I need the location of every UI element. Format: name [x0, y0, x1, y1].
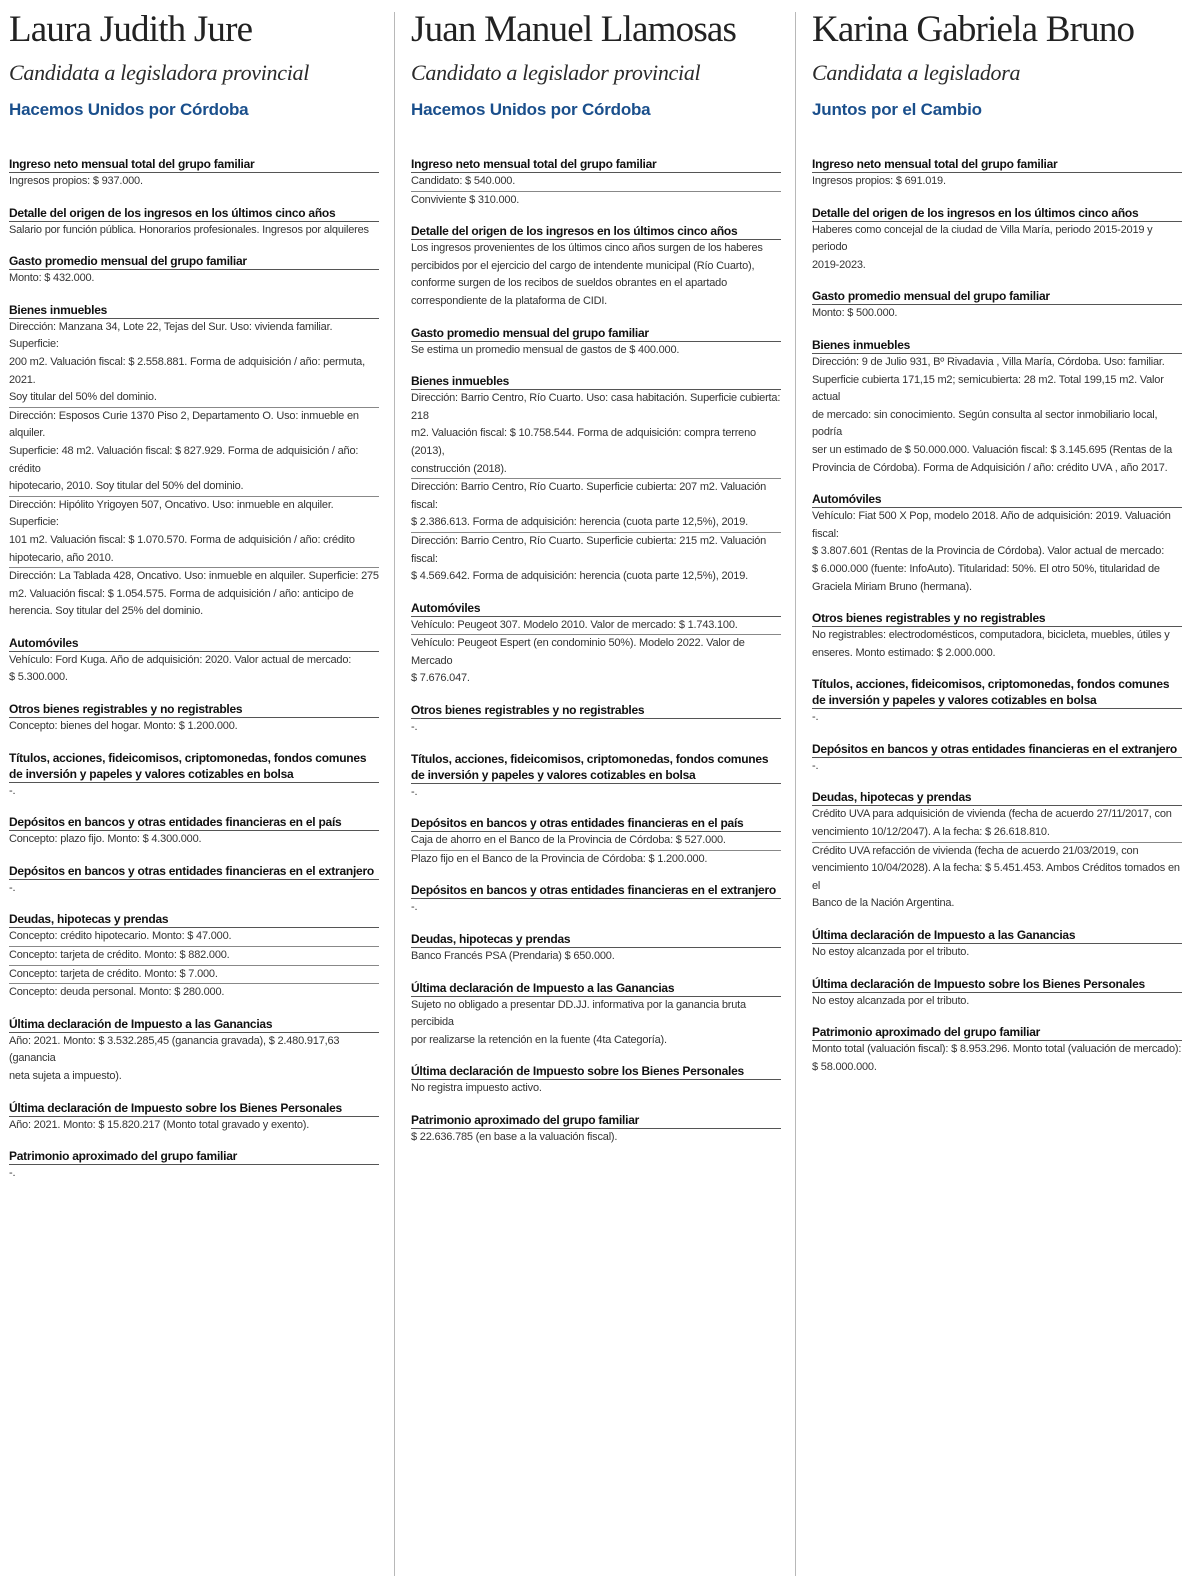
- section-text-line: por realizarse la retención en la fuente (4ta Categoría).: [411, 1033, 667, 1046]
- section-heading: Deudas, hipotecas y prendas: [9, 911, 379, 928]
- section-text-line: m2. Valuación fiscal: $ 10.758.544. Forma de adquisición: compra terreno (2013),: [411, 427, 756, 457]
- declaration-section: [411, 223, 781, 310]
- section-text-line: vencimiento 10/12/2047). A la fecha: $ 26.618.810.: [812, 824, 1182, 843]
- section-text-line: Dirección: Manzana 34, Lote 22, Tejas del Sur. Uso: vivienda familiar. Superficie:: [9, 320, 333, 351]
- section-text-line: Superficie cubierta 171,15 m2; semicubierta: 28 m2. Total 199,15 m2. Valor actual: [812, 373, 1164, 404]
- section-text-line: $ 6.000.000 (fuente: InfoAuto). Titularidad: 50%. El otro 50%, titularidad de: [812, 562, 1160, 575]
- section-text-line: Concepto: deuda personal. Monto: $ 280.000.: [9, 986, 225, 999]
- section-text-line: $ 5.300.000.: [9, 671, 68, 684]
- section-text-line: Dirección: 9 de Julio 931, Bº Rivadavia , Villa María, Córdoba. Uso: familiar.: [812, 355, 1165, 368]
- section-text-line: $ 2.386.613. Forma de adquisición: herencia (cuota parte 12,5%), 2019.: [411, 514, 781, 533]
- section-text-line: Los ingresos provenientes de los últimos cinco años surgen de los haberes: [411, 242, 763, 255]
- section-text-line: Graciela Miriam Bruno (hermana).: [812, 580, 972, 593]
- section-text-line: -.: [9, 881, 16, 894]
- section-text-line: -.: [411, 785, 418, 798]
- candidate-role: Candidata a legisladora provincial: [9, 60, 310, 85]
- declaration-section: [411, 1063, 781, 1098]
- section-text-line: Dirección: Esposos Curie 1370 Piso 2, Departamento O. Uso: inmueble en alquiler.: [9, 409, 359, 440]
- declaration-section: [411, 931, 781, 966]
- section-text-line: Dirección: La Tablada 428, Oncativo. Uso: inmueble en alquiler. Superficie: 275: [9, 570, 379, 583]
- section-text-line: correspondiente de la plataforma de CIDI.: [411, 294, 608, 307]
- section-heading: Títulos, acciones, fideicomisos, criptomonedas, fondos comunes de inversión y papeles y valores cotizables en bolsa: [9, 750, 379, 783]
- declaration-section: [812, 976, 1182, 1011]
- declaration-section: [9, 302, 379, 621]
- declaration-section: [9, 253, 379, 288]
- section-text-line: Monto total (valuación fiscal): $ 8.953.296. Monto total (valuación de mercado):: [812, 1043, 1182, 1056]
- section-text-line: -.: [812, 711, 819, 724]
- section-text-line: -.: [411, 901, 418, 914]
- declaration-section: [812, 288, 1182, 323]
- section-heading: Títulos, acciones, fideicomisos, criptomonedas, fondos comunes de inversión y papeles y valores cotizables en bolsa: [812, 676, 1182, 709]
- section-text-line: Vehículo: Peugeot Espert (en condominio 50%). Modelo 2022. Valor de Mercado: [411, 637, 745, 667]
- declaration-section: [9, 750, 379, 801]
- declaration-section: [9, 1016, 379, 1086]
- section-text-line: $ 3.807.601 (Rentas de la Provincia de Córdoba). Valor actual de mercado:: [812, 545, 1165, 558]
- section-text-line: Crédito UVA refacción de vivienda (fecha de acuerdo 21/03/2019, con: [812, 844, 1139, 857]
- section-text-line: Se estima un promedio mensual de gastos de $ 400.000.: [411, 343, 680, 356]
- section-text-line: hipotecario, 2010. Soy titular del 50% del dominio.: [9, 478, 379, 497]
- declaration-section: [812, 337, 1182, 477]
- candidate-party: Hacemos Unidos por Córdoba: [411, 100, 651, 119]
- section-text-line: 2019-2023.: [812, 258, 866, 271]
- section-text-line: $ 22.636.785 (en base a la valuación fiscal).: [411, 1131, 618, 1143]
- declaration-section: [411, 373, 781, 586]
- section-heading: Depósitos en bancos y otras entidades financieras en el extranjero: [411, 882, 781, 899]
- section-heading: Automóviles: [812, 491, 1182, 508]
- section-text-line: hipotecario, año 2010.: [9, 550, 379, 569]
- section-heading: Ingreso neto mensual total del grupo familiar: [812, 156, 1182, 173]
- declaration-section: [812, 156, 1182, 191]
- section-heading: Última declaración de Impuesto a las Ganancias: [411, 980, 781, 997]
- declaration-section: [812, 741, 1182, 776]
- candidate-column-3: [812, 0, 1182, 1090]
- declaration-section: [9, 635, 379, 687]
- section-text-line: Ingresos propios: $ 691.019.: [812, 175, 946, 187]
- section-text-line: Año: 2021. Monto: $ 15.820.217 (Monto total gravado y exento).: [9, 1118, 310, 1131]
- declaration-section: [411, 325, 781, 360]
- section-text-line: construcción (2018).: [411, 461, 781, 480]
- section-text-line: Monto: $ 500.000.: [812, 307, 898, 320]
- declaration-section: [411, 980, 781, 1050]
- section-text-line: Concepto: tarjeta de crédito. Monto: $ 7.000.: [9, 966, 379, 985]
- section-text-line: Banco Francés PSA (Prendaria) $ 650.000.: [411, 950, 615, 963]
- section-heading: Última declaración de Impuesto a las Ganancias: [9, 1016, 379, 1033]
- declaration-section: [9, 863, 379, 898]
- section-text-line: Vehículo: Fiat 500 X Pop, modelo 2018. Año de adquisición: 2019. Valuación fiscal:: [812, 510, 1171, 540]
- declaration-section: [9, 1148, 379, 1183]
- section-text-line: 200 m2. Valuación fiscal: $ 2.558.881. Forma de adquisición / año: permuta, 2021.: [9, 355, 365, 386]
- section-heading: Última declaración de Impuesto a las Ganancias: [812, 927, 1182, 944]
- declaration-section: [9, 701, 379, 736]
- section-text-line: Ingresos propios: $ 937.000.: [9, 175, 143, 187]
- section-text-line: -.: [9, 1167, 16, 1180]
- section-text-line: Banco de la Nación Argentina.: [812, 897, 955, 910]
- section-text-line: ser un estimado de $ 50.000.000. Valuación fiscal: $ 3.145.695 (Rentas de la: [812, 443, 1173, 456]
- declaration-section: [411, 156, 781, 209]
- declaration-section: [9, 205, 379, 240]
- section-text-line: Candidato: $ 540.000.: [411, 173, 781, 192]
- section-text-line: vencimiento 10/04/2028). A la fecha: $ 5.451.453. Ambos Créditos tomados en el: [812, 862, 1180, 892]
- section-text-line: No estoy alcanzada por el tributo.: [812, 994, 970, 1007]
- section-heading: Detalle del origen de los ingresos en los últimos cinco años: [812, 205, 1182, 222]
- section-text-line: de mercado: sin conocimiento. Según consulta al sector inmobiliario local, podría: [812, 408, 1158, 439]
- section-text-line: Sujeto no obligado a presentar DD.JJ. informativa por la ganancia bruta percibida: [411, 998, 746, 1029]
- section-text-line: $ 58.000.000.: [812, 1060, 877, 1073]
- section-text-line: percibidos por el ejercicio del cargo de intendente municipal (Río Cuarto),: [411, 259, 755, 272]
- column-divider: [394, 12, 395, 1576]
- candidate-role: Candidata a legisladora: [812, 60, 1021, 85]
- section-text-line: Dirección: Barrio Centro, Río Cuarto. Superficie cubierta: 207 m2. Valuación fiscal:: [411, 481, 767, 511]
- candidate-name: Karina Gabriela Bruno: [812, 9, 1135, 50]
- section-heading: Última declaración de Impuesto sobre los Bienes Personales: [411, 1063, 781, 1080]
- section-heading: Depósitos en bancos y otras entidades financieras en el extranjero: [9, 863, 379, 880]
- section-text-line: Concepto: crédito hipotecario. Monto: $ 47.000.: [9, 928, 379, 947]
- candidate-name: Juan Manuel Llamosas: [411, 9, 737, 50]
- section-heading: Patrimonio aproximado del grupo familiar: [411, 1112, 781, 1129]
- column-divider: [795, 12, 796, 1576]
- declaration-section: [411, 600, 781, 688]
- section-text-line: -.: [411, 721, 418, 734]
- declaration-sections: [812, 156, 1182, 1076]
- section-text-line: Superficie: 48 m2. Valuación fiscal: $ 827.929. Forma de adquisición / año: crédito: [9, 444, 359, 475]
- section-heading: Otros bienes registrables y no registrables: [812, 610, 1182, 627]
- declaration-sections: [9, 156, 379, 1183]
- section-text-line: No registra impuesto activo.: [411, 1082, 542, 1095]
- declaration-sections: [411, 156, 781, 1147]
- section-heading: Deudas, hipotecas y prendas: [411, 931, 781, 948]
- section-text-line: Año: 2021. Monto: $ 3.532.285,45 (ganancia gravada), $ 2.480.917,63 (ganancia: [9, 1034, 340, 1065]
- section-text-line: -.: [9, 784, 16, 797]
- declaration-section: [9, 814, 379, 849]
- section-heading: Otros bienes registrables y no registrables: [411, 702, 781, 719]
- declaration-section: [9, 156, 379, 191]
- section-text-line: Concepto: bienes del hogar. Monto: $ 1.200.000.: [9, 720, 238, 733]
- declaration-section: [9, 1100, 379, 1135]
- section-heading: Bienes inmuebles: [411, 373, 781, 390]
- section-heading: Depósitos en bancos y otras entidades financieras en el extranjero: [812, 741, 1182, 758]
- section-text-line: No estoy alcanzada por el tributo.: [812, 946, 970, 959]
- section-heading: Ingreso neto mensual total del grupo familiar: [9, 156, 379, 173]
- candidate-name: Laura Judith Jure: [9, 9, 253, 50]
- section-text-line: Caja de ahorro en el Banco de la Provincia de Córdoba: $ 527.000.: [411, 832, 781, 851]
- section-text-line: No registrables: electrodomésticos, computadora, bicicleta, muebles, útiles y: [812, 629, 1170, 642]
- section-heading: Última declaración de Impuesto sobre los Bienes Personales: [812, 976, 1182, 993]
- section-text-line: 101 m2. Valuación fiscal: $ 1.070.570. Forma de adquisición / año: crédito: [9, 533, 355, 546]
- section-text-line: m2. Valuación fiscal: $ 1.054.575. Forma de adquisición / año: anticipo de: [9, 587, 354, 600]
- section-text-line: Concepto: plazo fijo. Monto: $ 4.300.000.: [9, 833, 202, 846]
- section-heading: Patrimonio aproximado del grupo familiar: [812, 1024, 1182, 1041]
- section-text-line: $ 7.676.047.: [411, 672, 470, 685]
- section-heading: Patrimonio aproximado del grupo familiar: [9, 1148, 379, 1165]
- section-text-line: Haberes como concejal de la ciudad de Villa María, periodo 2015-2019 y periodo: [812, 223, 1153, 254]
- section-text-line: enseres. Monto estimado: $ 2.000.000.: [812, 646, 996, 659]
- declaration-section: [812, 205, 1182, 275]
- section-heading: Detalle del origen de los ingresos en los últimos cinco años: [9, 205, 379, 222]
- section-heading: Automóviles: [411, 600, 781, 617]
- section-text-line: $ 4.569.642. Forma de adquisición: herencia (cuota parte 12,5%), 2019.: [411, 570, 749, 583]
- declaration-section: [812, 676, 1182, 727]
- section-text-line: -.: [812, 759, 819, 772]
- section-text-line: Monto: $ 432.000.: [9, 272, 95, 285]
- section-text-line: Dirección: Barrio Centro, Río Cuarto. Superficie cubierta: 215 m2. Valuación fiscal:: [411, 534, 767, 565]
- section-text-line: Dirección: Barrio Centro, Río Cuarto. Uso: casa habitación. Superficie cubierta: 218: [411, 392, 781, 422]
- section-heading: Títulos, acciones, fideicomisos, criptomonedas, fondos comunes de inversión y papeles y valores cotizables en bolsa: [411, 751, 781, 784]
- section-heading: Bienes inmuebles: [812, 337, 1182, 354]
- section-text-line: Vehículo: Ford Kuga. Año de adquisición: 2020. Valor actual de mercado:: [9, 653, 352, 666]
- declaration-section: [411, 702, 781, 737]
- section-heading: Última declaración de Impuesto sobre los Bienes Personales: [9, 1100, 379, 1117]
- declaration-section: [411, 882, 781, 917]
- section-heading: Automóviles: [9, 635, 379, 652]
- section-heading: Detalle del origen de los ingresos en los últimos cinco años: [411, 223, 781, 240]
- candidate-party: Juntos por el Cambio: [812, 100, 982, 119]
- candidate-party: Hacemos Unidos por Córdoba: [9, 100, 249, 119]
- section-text-line: herencia. Soy titular del 25% del dominio.: [9, 605, 203, 618]
- section-heading: Depósitos en bancos y otras entidades financieras en el país: [9, 814, 379, 831]
- declaration-section: [411, 815, 781, 868]
- section-heading: Ingreso neto mensual total del grupo familiar: [411, 156, 781, 173]
- section-text-line: Salario por función pública. Honorarios profesionales. Ingresos por alquileres: [9, 223, 369, 236]
- section-text-line: Concepto: tarjeta de crédito. Monto: $ 882.000.: [9, 947, 379, 966]
- section-heading: Gasto promedio mensual del grupo familiar: [812, 288, 1182, 305]
- section-text-line: Soy titular del 50% del dominio.: [9, 389, 379, 408]
- candidate-column-1: [9, 0, 379, 1197]
- section-heading: Depósitos en bancos y otras entidades financieras en el país: [411, 815, 781, 832]
- declaration-section: [812, 610, 1182, 662]
- section-text-line: Dirección: Hipólito Yrigoyen 507, Oncativo. Uso: inmueble en alquiler. Superficie:: [9, 498, 334, 529]
- section-text-line: Provincia de Córdoba). Forma de Adquisición / año: crédito UVA , año 2017.: [812, 461, 1168, 474]
- section-text-line: conforme surgen de los recibos de sueldos obrantes en el apartado: [411, 277, 727, 290]
- candidate-column-2: [411, 0, 781, 1161]
- section-text-line: Plazo fijo en el Banco de la Provincia de Córdoba: $ 1.200.000.: [411, 852, 708, 865]
- section-text-line: Vehículo: Peugeot 307. Modelo 2010. Valor de mercado: $ 1.743.100.: [411, 617, 781, 636]
- section-heading: Otros bienes registrables y no registrables: [9, 701, 379, 718]
- section-text-line: Conviviente $ 310.000.: [411, 193, 520, 206]
- declaration-section: [812, 927, 1182, 962]
- declaration-section: [812, 1024, 1182, 1076]
- declaration-section: [9, 911, 379, 1001]
- section-text-line: neta sujeta a impuesto).: [9, 1070, 122, 1082]
- declaration-section: [812, 789, 1182, 913]
- section-heading: Deudas, hipotecas y prendas: [812, 789, 1182, 806]
- section-heading: Bienes inmuebles: [9, 302, 379, 319]
- declaration-section: [812, 491, 1182, 596]
- section-text-line: Crédito UVA para adquisición de vivienda (fecha de acuerdo 27/11/2017, con: [812, 808, 1172, 821]
- section-heading: Gasto promedio mensual del grupo familiar: [411, 325, 781, 342]
- section-heading: Gasto promedio mensual del grupo familiar: [9, 253, 379, 270]
- declaration-section: [411, 1112, 781, 1147]
- candidate-role: Candidato a legislador provincial: [411, 60, 701, 85]
- declaration-section: [411, 751, 781, 802]
